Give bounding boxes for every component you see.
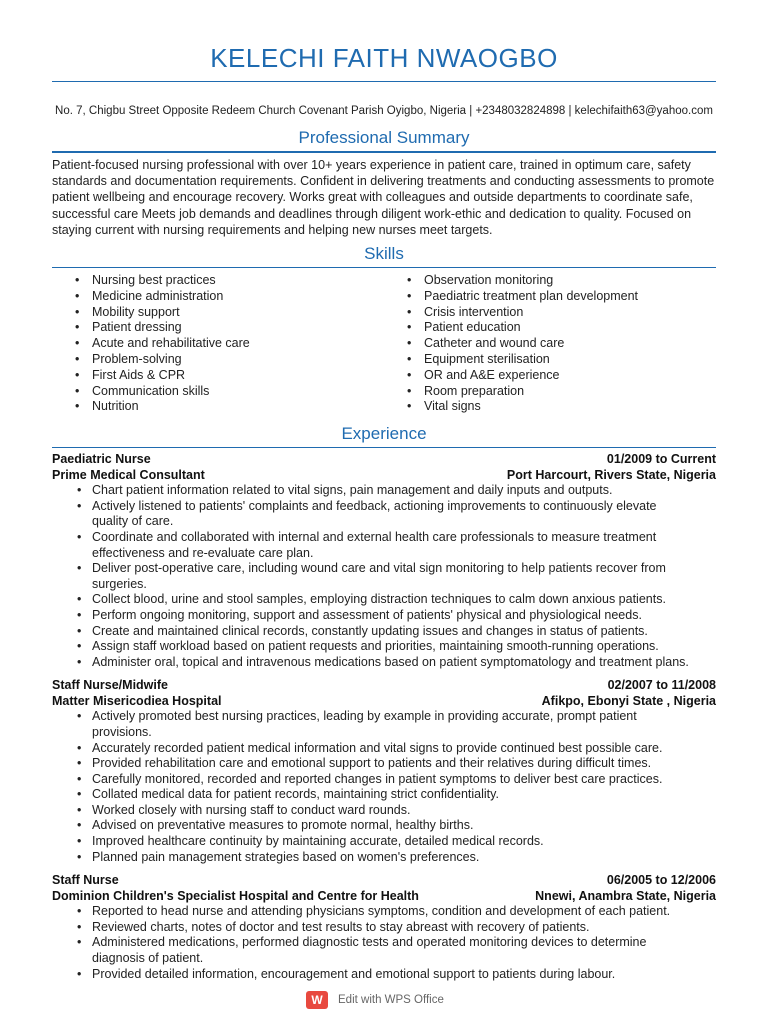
experience-list bbox=[52, 452, 716, 982]
skill-item: • Crisis intervention bbox=[384, 305, 716, 321]
job-title-row bbox=[52, 873, 716, 889]
duty-item: • Administer oral, topical and intravenous medications based on patient symptomatology and treatment plans. bbox=[52, 655, 716, 671]
job-title: Paediatric Nurse bbox=[52, 452, 151, 467]
job-duties bbox=[52, 709, 716, 865]
duty-item: • Coordinate and collaborated with internal and external health care professionals to measure treatment effectiveness and re-evaluate care plan. bbox=[52, 530, 716, 561]
job-entry bbox=[52, 452, 716, 670]
job-title: Staff Nurse/Midwife bbox=[52, 678, 168, 693]
job-title-row bbox=[52, 678, 716, 694]
job-location: Nnewi, Anambra State, Nigeria bbox=[535, 888, 716, 903]
skill-item: • Acute and rehabilitative care bbox=[52, 336, 384, 352]
resume-page bbox=[52, 0, 716, 982]
skill-item: • Observation monitoring bbox=[384, 273, 716, 289]
duty-item: • Improved healthcare continuity by maintaining accurate, detailed medical records. bbox=[52, 834, 716, 850]
duty-item: • Administered medications, performed diagnostic tests and operated monitoring devices to determine diagnosis of patient. bbox=[52, 935, 716, 966]
duty-item: • Planned pain management strategies based on women's preferences. bbox=[52, 850, 716, 866]
duty-item: • Accurately recorded patient medical information and vital signs to provide continued best possible care. bbox=[52, 741, 716, 757]
job-duties bbox=[52, 483, 716, 670]
job-company-row bbox=[52, 889, 716, 905]
skill-item: • Medicine administration bbox=[52, 289, 384, 305]
duty-item: • Provided detailed information, encouragement and emotional support to patients during labour. bbox=[52, 967, 716, 983]
summary-divider bbox=[52, 151, 716, 153]
duty-item: • Actively promoted best nursing practices, leading by example in providing accurate, prompt patient provisions. bbox=[52, 709, 716, 740]
duty-item: • Reported to head nurse and attending physicians symptoms, condition and development of each patient. bbox=[52, 904, 716, 920]
skills-grid bbox=[52, 273, 716, 415]
duty-item: • Provided rehabilitation care and emotional support to patients and their relatives during difficult times. bbox=[52, 756, 716, 772]
skill-item: • Vital signs bbox=[384, 399, 716, 415]
header-divider bbox=[52, 81, 716, 82]
wps-watermark[interactable] bbox=[306, 990, 444, 1010]
section-title-skills: Skills bbox=[364, 244, 404, 264]
skill-item: • Patient education bbox=[384, 320, 716, 336]
experience-divider bbox=[52, 447, 716, 448]
duty-item: • Actively listened to patients' complaints and feedback, actioning improvements to continuously elevate quality of care. bbox=[52, 499, 716, 530]
job-location: Port Harcourt, Rivers State, Nigeria bbox=[506, 467, 716, 482]
wps-logo-icon: W bbox=[306, 991, 328, 1009]
job-company: Dominion Children's Specialist Hospital and Centre for Health bbox=[52, 888, 419, 903]
duty-item: • Deliver post-operative care, including wound care and vital sign monitoring to help patients recover from surgeries. bbox=[52, 561, 716, 592]
skill-item: • Catheter and wound care bbox=[384, 336, 716, 352]
job-entry bbox=[52, 873, 716, 982]
summary-text: Patient-focused nursing professional with over 10+ years experience in patient care, trained in optimum care, safety standards and documentation requirements. Confident in delivering treatments and conducting assessments to promote patient wellbeing and encourage recovery. Works great with colleagues and outside departments to coordinate safe, successful care Meets job demands and deadlines through diligent work-ethic and dedication to quality. Focused on staying current with nursing requirements and helping new nurses meet targets. bbox=[52, 158, 715, 237]
skill-item: • Patient dressing bbox=[52, 320, 384, 336]
skill-item: • Equipment sterilisation bbox=[384, 352, 716, 368]
duty-item: • Chart patient information related to vital signs, pain management and daily inputs and outputs. bbox=[52, 483, 716, 499]
duty-item: • Worked closely with nursing staff to conduct ward rounds. bbox=[52, 803, 716, 819]
duty-item: • Perform ongoing monitoring, support and assessment of patients' physical and physiological needs. bbox=[52, 608, 716, 624]
job-company: Matter Misericodiea Hospital bbox=[52, 693, 222, 708]
skill-item: • Nutrition bbox=[52, 399, 384, 415]
skills-divider bbox=[52, 267, 716, 268]
duty-item: • Advised on preventative measures to promote normal, healthy births. bbox=[52, 818, 716, 834]
job-company: Prime Medical Consultant bbox=[52, 467, 205, 482]
section-title-summary: Professional Summary bbox=[298, 128, 470, 147]
section-title-experience: Experience bbox=[341, 424, 427, 444]
duty-item: • Collated medical data for patient records, maintaining strict confidentiality. bbox=[52, 787, 716, 803]
skill-item: • Problem-solving bbox=[52, 352, 384, 368]
skill-item: • OR and A&E experience bbox=[384, 368, 716, 384]
duty-item: • Reviewed charts, notes of doctor and test results to stay abreast with recovery of patients. bbox=[52, 920, 716, 936]
duty-item: • Create and maintained clinical records, constantly updating issues and changes in status of patients. bbox=[52, 624, 716, 640]
job-location: Afikpo, Ebonyi State , Nigeria bbox=[541, 693, 716, 708]
job-title: Staff Nurse bbox=[52, 873, 119, 888]
candidate-name: KELECHI FAITH NWAOGBO bbox=[210, 43, 558, 73]
skill-item: • First Aids & CPR bbox=[52, 368, 384, 384]
skill-item: • Room preparation bbox=[384, 384, 716, 400]
skills-left-list bbox=[52, 273, 384, 415]
duty-item: • Assign staff workload based on patient requests and priorities, maintaining smooth-running operations. bbox=[52, 639, 716, 655]
job-title-row bbox=[52, 452, 716, 468]
duty-item: • Collect blood, urine and stool samples, employing distraction techniques to calm down anxious patients. bbox=[52, 592, 716, 608]
job-entry bbox=[52, 678, 716, 865]
job-company-row bbox=[52, 468, 716, 484]
skill-item: • Nursing best practices bbox=[52, 273, 384, 289]
contact-line: No. 7, Chigbu Street Opposite Redeem Church Covenant Parish Oyigbo, Nigeria | +2348032824898 | kelechifaith63@yahoo.com bbox=[55, 105, 713, 117]
wps-watermark-text: Edit with WPS Office bbox=[338, 994, 444, 1006]
skill-item: • Paediatric treatment plan development bbox=[384, 289, 716, 305]
skill-item: • Communication skills bbox=[52, 384, 384, 400]
job-dates: 02/2007 to 11/2008 bbox=[607, 678, 716, 693]
job-dates: 01/2009 to Current bbox=[606, 452, 716, 467]
duty-item: • Carefully monitored, recorded and reported changes in patient symptoms to deliver best care practices. bbox=[52, 772, 716, 788]
skill-item: • Mobility support bbox=[52, 305, 384, 321]
job-company-row bbox=[52, 694, 716, 710]
job-duties bbox=[52, 904, 716, 982]
job-dates: 06/2005 to 12/2006 bbox=[606, 873, 716, 888]
skills-right-list bbox=[384, 273, 716, 415]
